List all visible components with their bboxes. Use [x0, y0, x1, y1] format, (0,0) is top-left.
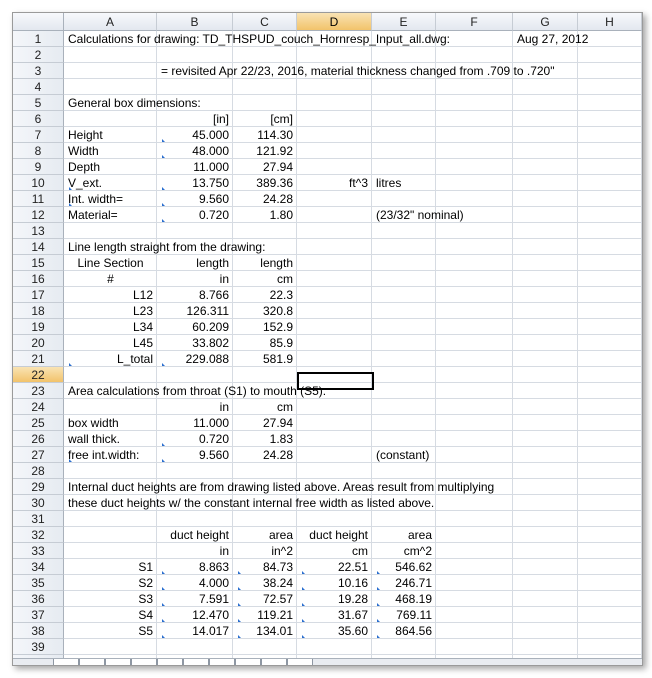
cell-c7[interactable]: 114.30	[257, 128, 293, 142]
sheet-tab[interactable]	[53, 659, 79, 666]
cell-a1[interactable]: Calculations for drawing: TD_THSPUD_couch_Hornresp_Input_all.dwg:	[68, 32, 450, 46]
cell-e10[interactable]: litres	[376, 176, 402, 190]
cell-a37[interactable]: S4	[138, 608, 153, 622]
cell-c12[interactable]: 1.80	[269, 208, 293, 222]
column-header-e[interactable]: E	[372, 13, 436, 31]
column-gridline	[296, 31, 297, 666]
cell-a14[interactable]: Line length straight from the drawing:	[68, 240, 266, 254]
cell-a27[interactable]: free int.width:	[68, 448, 140, 462]
cell-b37[interactable]: 12.470	[161, 607, 229, 623]
row-header-11[interactable]: 11	[13, 191, 64, 207]
row-header-30[interactable]: 30	[13, 495, 64, 511]
row-header-29[interactable]: 29	[13, 479, 64, 495]
cell-b38[interactable]: 14.017	[161, 623, 229, 639]
cell-c11[interactable]: 24.28	[262, 192, 293, 206]
row-gridline	[64, 654, 643, 655]
column-header-d[interactable]: D	[297, 13, 372, 31]
row-header-26[interactable]: 26	[13, 431, 64, 447]
row-header-31[interactable]: 31	[13, 511, 64, 527]
cell-b26[interactable]: 0.720	[161, 431, 229, 447]
cell-a23[interactable]: Area calculations from throat (S1) to mouth (S5):	[68, 384, 327, 398]
column-gridline	[156, 31, 157, 666]
cell-b19[interactable]: 60.209	[192, 320, 229, 334]
cell-d34[interactable]: 22.51	[301, 559, 368, 575]
row-gridline	[64, 430, 643, 431]
cell-c36[interactable]: 72.57	[237, 591, 293, 607]
row-header-3[interactable]: 3	[13, 63, 64, 79]
cell-b15[interactable]: length	[196, 256, 229, 270]
cell-a11[interactable]: Int. width=	[68, 192, 124, 206]
cell-a8[interactable]: Width	[68, 144, 99, 158]
cell-c15[interactable]: length	[260, 256, 293, 270]
cell-b21[interactable]: 229.088	[161, 351, 229, 367]
cell-d36[interactable]: 19.28	[301, 591, 368, 607]
cell-b33[interactable]: in	[219, 544, 229, 558]
cell-b36[interactable]: 7.591	[161, 591, 229, 607]
cell-b7[interactable]: 45.000	[161, 127, 229, 143]
row-header-27[interactable]: 27	[13, 447, 64, 463]
cell-e12[interactable]: (23/32" nominal)	[376, 208, 464, 222]
row-header-2[interactable]: 2	[13, 47, 64, 63]
column-gridline	[232, 31, 233, 666]
cell-b16[interactable]: in	[219, 272, 229, 286]
row-header-24[interactable]: 24	[13, 399, 64, 415]
cell-b18[interactable]: 126.311	[186, 304, 229, 318]
cell-b8[interactable]: 48.000	[161, 143, 229, 159]
cell-g1[interactable]: Aug 27, 2012	[517, 32, 589, 46]
row-header-22[interactable]: 22	[13, 367, 64, 383]
cell-a20[interactable]: L45	[132, 336, 153, 350]
cell-b20[interactable]: 33.802	[192, 336, 229, 350]
cell-e37[interactable]: 769.11	[376, 607, 432, 623]
row-gridline	[64, 206, 643, 207]
cell-c32[interactable]: area	[268, 528, 293, 542]
cell-d33[interactable]: cm	[352, 544, 368, 558]
cell-a29[interactable]: Internal duct heights are from drawing listed above. Areas result from multiplying	[68, 480, 495, 494]
cell-c8[interactable]: 121.92	[256, 144, 293, 158]
cell-c27[interactable]: 24.28	[262, 448, 293, 462]
cell-c18[interactable]: 320.8	[262, 304, 293, 318]
cell-a9[interactable]: Depth	[68, 160, 101, 174]
cell-e38[interactable]: 864.56	[376, 623, 432, 639]
row-header-18[interactable]: 18	[13, 303, 64, 319]
cell-a19[interactable]: L34	[132, 320, 153, 334]
cell-c9[interactable]: 27.94	[262, 160, 293, 174]
row-gridline	[64, 158, 643, 159]
select-all-corner[interactable]	[13, 13, 64, 31]
cell-c21[interactable]: 581.9	[262, 352, 293, 366]
cell-c25[interactable]: 27.94	[262, 416, 293, 430]
sheet-tab[interactable]	[157, 659, 183, 666]
row-header-25[interactable]: 25	[13, 415, 64, 431]
row-header-8[interactable]: 8	[13, 143, 64, 159]
column-gridline	[435, 31, 436, 666]
cell-c20[interactable]: 85.9	[269, 336, 293, 350]
cell-e33[interactable]: cm^2	[403, 544, 432, 558]
cell-e27[interactable]: (constant)	[376, 448, 430, 462]
row-header-23[interactable]: 23	[13, 383, 64, 399]
sheet-tab[interactable]	[131, 659, 157, 666]
cell-a18[interactable]: L23	[132, 304, 153, 318]
cell-a5[interactable]: General box dimensions:	[68, 96, 201, 110]
cell-b11[interactable]: 9.560	[161, 191, 229, 207]
cell-c24[interactable]: cm	[277, 400, 293, 414]
cell-b35[interactable]: 4.000	[161, 575, 229, 591]
row-header-35[interactable]: 35	[13, 575, 64, 591]
row-gridline	[64, 142, 643, 143]
row-header-34[interactable]: 34	[13, 559, 64, 575]
sheet-tab-bar[interactable]	[13, 658, 642, 666]
cell-a36[interactable]: S3	[138, 592, 153, 606]
row-gridline	[64, 446, 643, 447]
row-header-9[interactable]: 9	[13, 159, 64, 175]
cell-a38[interactable]: S5	[138, 624, 153, 638]
row-gridline	[64, 414, 643, 415]
cell-a10[interactable]: V_ext.	[68, 176, 103, 190]
row-header-14[interactable]: 14	[13, 239, 64, 255]
cell-c6[interactable]: [cm]	[270, 112, 293, 126]
row-header-10[interactable]: 10	[13, 175, 64, 191]
cell-a17[interactable]: L12	[132, 288, 153, 302]
row-gridline	[64, 126, 643, 127]
cell-a12[interactable]: Material=	[68, 208, 118, 222]
sheet-tab[interactable]	[183, 659, 209, 666]
cell-a35[interactable]: S2	[138, 576, 153, 590]
column-gridline	[577, 31, 578, 666]
cell-e32[interactable]: area	[407, 528, 432, 542]
cell-b17[interactable]: 8.766	[198, 288, 229, 302]
column-header-a[interactable]: A	[64, 13, 157, 31]
cell-b3[interactable]: = revisited Apr 22/23, 2016, material thickness changed from .709 to .720"	[161, 64, 555, 78]
cell-a34[interactable]: S1	[138, 560, 153, 574]
spreadsheet-grid[interactable]	[12, 12, 643, 666]
sheet-tab[interactable]	[209, 659, 235, 666]
row-header-13[interactable]: 13	[13, 223, 64, 239]
cell-e36[interactable]: 468.19	[376, 591, 432, 607]
column-gridline	[512, 31, 513, 666]
cell-c10[interactable]: 389.36	[256, 176, 293, 190]
cell-d38[interactable]: 35.60	[301, 623, 368, 639]
cell-e35[interactable]: 246.71	[376, 575, 432, 591]
cell-d37[interactable]: 31.67	[301, 607, 368, 623]
cell-a15[interactable]: Line Section	[77, 256, 144, 270]
row-header-36[interactable]: 36	[13, 591, 64, 607]
cell-a25[interactable]: box width	[68, 416, 119, 430]
row-header-5[interactable]: 5	[13, 95, 64, 111]
row-header-21[interactable]: 21	[13, 351, 64, 367]
cell-c35[interactable]: 38.24	[237, 575, 293, 591]
cell-c17[interactable]: 22.3	[269, 288, 293, 302]
cell-c38[interactable]: 134.01	[237, 623, 293, 639]
column-header-c[interactable]: C	[233, 13, 297, 31]
cell-b24[interactable]: in	[219, 400, 229, 414]
cell-d10[interactable]: ft^3	[349, 176, 368, 190]
cell-c16[interactable]: cm	[277, 272, 293, 286]
cell-c34[interactable]: 84.73	[237, 559, 293, 575]
row-header-38[interactable]: 38	[13, 623, 64, 639]
row-header-39[interactable]: 39	[13, 639, 64, 655]
column-header-f[interactable]: F	[436, 13, 513, 31]
sheet-tab[interactable]	[235, 659, 261, 666]
cell-a21[interactable]: L_total	[68, 351, 153, 367]
row-header-17[interactable]: 17	[13, 287, 64, 303]
row-header-19[interactable]: 19	[13, 319, 64, 335]
row-header-37[interactable]: 37	[13, 607, 64, 623]
cell-c26[interactable]: 1.83	[269, 432, 293, 446]
cell-b9[interactable]: 11.000	[193, 160, 229, 174]
cell-b27[interactable]: 9.560	[161, 447, 229, 463]
cell-b12[interactable]: 0.720	[161, 207, 229, 223]
row-gridline	[64, 462, 643, 463]
column-header-g[interactable]: G	[513, 13, 578, 31]
cell-b25[interactable]: 11.000	[193, 416, 229, 430]
sheet-tab[interactable]	[79, 659, 105, 666]
row-header-15[interactable]: 15	[13, 255, 64, 271]
row-header-33[interactable]: 33	[13, 543, 64, 559]
column-header-b[interactable]: B	[157, 13, 233, 31]
row-header-4[interactable]: 4	[13, 79, 64, 95]
cell-b34[interactable]: 8.863	[161, 559, 229, 575]
sheet-tab[interactable]	[287, 659, 313, 666]
cell-b6[interactable]: [in]	[212, 112, 229, 126]
cell-c33[interactable]: in^2	[271, 544, 293, 558]
cell-a26[interactable]: wall thick.	[68, 432, 121, 446]
column-gridline	[371, 31, 372, 666]
cell-c19[interactable]: 152.9	[262, 320, 293, 334]
cell-d32[interactable]: duct height	[309, 528, 368, 542]
cell-e34[interactable]: 546.62	[376, 559, 432, 575]
row-header-6[interactable]: 6	[13, 111, 64, 127]
column-header-h[interactable]: H	[578, 13, 642, 31]
sheet-tab[interactable]	[261, 659, 287, 666]
row-header-1[interactable]: 1	[13, 31, 64, 47]
sheet-tab[interactable]	[105, 659, 131, 666]
cell-b32[interactable]: duct height	[170, 528, 229, 542]
row-header-28[interactable]: 28	[13, 463, 64, 479]
cell-d35[interactable]: 10.16	[301, 575, 368, 591]
cell-a7[interactable]: Height	[68, 128, 103, 142]
row-header-32[interactable]: 32	[13, 527, 64, 543]
active-cell-selection[interactable]	[297, 372, 374, 390]
row-header-20[interactable]: 20	[13, 335, 64, 351]
row-header-7[interactable]: 7	[13, 127, 64, 143]
row-gridline	[64, 222, 643, 223]
cell-a30[interactable]: these duct heights w/ the constant internal free width as listed above.	[68, 496, 435, 510]
column-gridline	[641, 31, 642, 666]
row-header-16[interactable]: 16	[13, 271, 64, 287]
row-header-12[interactable]: 12	[13, 207, 64, 223]
cell-a16[interactable]: #	[107, 272, 114, 286]
cell-c37[interactable]: 119.21	[237, 607, 293, 623]
cell-b10[interactable]: 13.750	[161, 175, 229, 191]
